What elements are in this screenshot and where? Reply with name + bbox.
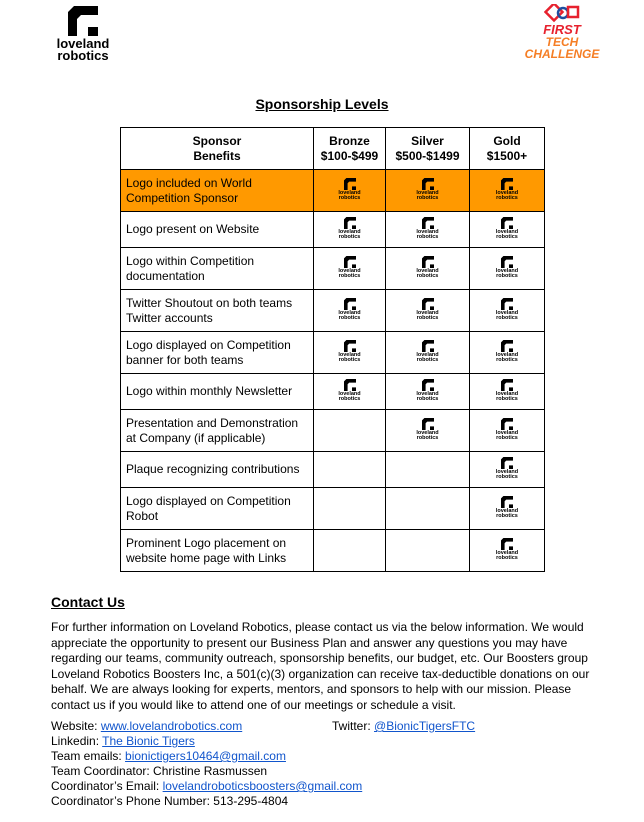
gold-cell [470,332,545,374]
mini-logo-text: loveland [416,390,439,397]
included-logo-icon [496,379,518,403]
bronze-cell [314,452,386,488]
table-row [121,332,545,374]
loveland-robotics-mark-icon [422,178,434,190]
benefit-text: Logo displayed on Competition [126,337,291,352]
mini-logo-text: robotics [496,234,518,241]
mini-logo-text: robotics [416,315,439,322]
table-row [121,530,545,572]
included-logo-icon [338,340,360,364]
gold-cell [470,170,545,212]
benefit-text: Presentation and Demonstration [126,415,299,430]
gold-cell [470,248,545,290]
contact-paragraph: For further information on Loveland Robotics, please contact us via the below information. We would appreciate the opportunity to present our Business Plan and answer any questions you may have regarding our teams, community outreach, sponsorship benefits, our budget, etc. Our Boosters group Loveland Robotics Boosters Inc, a 501(c)(3) organization can receive tax-deductible donations on our behalf. We are always looking for experts, mentors, and sponsors to help with our mission. Please contact us if you would like to attend one of our meetings or schedule a visit. [51,620,590,712]
included-logo-icon [338,379,360,403]
benefit-cell [121,374,314,410]
linkedin-label: Linkedin: [51,734,103,748]
website-line [51,719,242,734]
mini-logo-text: robotics [416,435,439,442]
benefit-text: Logo within Competition [126,253,255,268]
loveland-robotics-mark-icon [422,418,434,430]
table-body [121,170,545,572]
included-logo-icon [416,298,438,322]
mini-logo-text: loveland [338,267,361,274]
loveland-robotics-mark-icon [422,298,434,310]
mini-logo-text: loveland [338,189,361,196]
mini-logo-text: loveland [495,390,519,397]
table-header-row [121,128,545,170]
page-title: Sponsorship Levels [255,96,389,112]
loveland-robotics-mark-icon [501,418,513,430]
mini-logo-text: robotics [496,195,518,202]
mini-logo-text: robotics [338,273,361,280]
silver-cell [386,170,470,212]
benefit-cell [121,410,314,452]
bronze-cell [314,332,386,374]
included-logo-icon [496,340,518,364]
mini-logo-text: robotics [416,234,439,241]
gold-cell [470,290,545,332]
benefit-text: Prominent Logo placement on [126,535,287,550]
sponsorship-table [120,127,545,572]
bronze-cell [314,410,386,452]
included-logo-icon [496,178,518,202]
included-logo-icon [338,217,360,241]
loveland-robotics-mark-icon [344,340,356,352]
mini-logo-text: loveland [416,309,439,316]
mini-logo-text: loveland [416,429,439,436]
mini-logo-text: loveland [495,267,519,274]
bronze-cell [314,170,386,212]
ftc-logo-line: FIRST [543,22,581,37]
bronze-cell [314,374,386,410]
header-benefits [121,128,314,170]
linkedin-link[interactable]: The Bionic Tigers [102,734,195,748]
silver-cell [386,530,470,572]
loveland-robotics-mark-icon [344,217,356,229]
benefit-text: Twitter accounts [126,310,213,325]
silver-cell [386,374,470,410]
included-logo-icon [416,217,438,241]
table-row [121,212,545,248]
mini-logo-text: loveland [338,309,361,316]
benefit-text: banner for both teams [126,352,244,367]
coordinator-email-line [51,779,362,794]
twitter-line [332,719,475,733]
mini-logo-text: loveland [495,228,519,235]
mini-logo-text: loveland [495,507,519,514]
loveland-robotics-mark-icon [501,178,513,190]
loveland-robotics-mark-icon [501,457,513,469]
header-tier-range: $500-$1499 [395,148,460,163]
benefit-text: Robot [126,508,159,523]
logo-text-bottom: robotics [57,48,109,63]
included-logo-icon [416,379,438,403]
mini-logo-text: robotics [496,555,518,562]
loveland-robotics-logo [52,6,114,62]
benefit-text: Plaque recognizing contributions [126,462,300,476]
benefit-cell [121,290,314,332]
team-coordinator-line: Team Coordinator: Christine Rasmussen [51,764,268,778]
mini-logo-text: robotics [496,315,518,322]
bronze-cell [314,488,386,530]
silver-cell [386,248,470,290]
benefit-text: Twitter Shoutout on both teams [126,295,293,310]
mini-logo-text: robotics [338,195,361,202]
first-tech-challenge-logo [522,4,602,60]
header-bronze [314,128,386,170]
loveland-robotics-mark-icon [344,379,356,391]
mini-logo-text: loveland [338,390,361,397]
mini-logo-text: robotics [338,357,361,364]
mini-logo-text: robotics [496,357,518,364]
bronze-cell [314,248,386,290]
header-tier-range: $1500+ [486,148,528,163]
mini-logo-text: robotics [416,396,439,403]
mini-logo-text: loveland [495,549,519,556]
gold-cell [470,374,545,410]
benefit-cell [121,248,314,290]
table-row [121,488,545,530]
included-logo-icon [416,178,438,202]
mini-logo-text: loveland [416,351,439,358]
coordinator-email-link[interactable]: lovelandroboticsboosters@gmail.com [162,779,363,793]
header-silver [386,128,470,170]
silver-cell [386,212,470,248]
mini-logo-text: robotics [416,195,439,202]
mini-logo-text: robotics [338,396,361,403]
silver-cell [386,332,470,374]
silver-cell [386,452,470,488]
mini-logo-text: loveland [495,189,519,196]
website-link[interactable]: www.lovelandrobotics.com [100,719,243,733]
mini-logo-text: loveland [416,267,439,274]
loveland-robotics-mark-icon [501,298,513,310]
mini-logo-text: loveland [495,351,519,358]
silver-cell [386,410,470,452]
mini-logo-text: loveland [495,429,519,436]
benefit-text: Logo included on World [126,175,252,190]
included-logo-icon [338,298,360,322]
included-logo-icon [496,256,518,280]
benefit-cell [121,212,314,248]
benefit-cell [121,452,314,488]
included-logo-icon [496,496,518,520]
benefit-text: Logo displayed on Competition [126,493,291,508]
contact-heading: Contact Us [51,594,125,610]
included-logo-icon [496,217,518,241]
loveland-robotics-mark-icon [501,379,513,391]
bronze-cell [314,212,386,248]
header-tier-name: Gold [493,133,521,148]
included-logo-icon [416,340,438,364]
ftc-logo-line: CHALLENGE [524,47,600,61]
included-logo-icon [416,418,438,442]
loveland-robotics-mark-icon [344,178,356,190]
benefit-text: at Company (if applicable) [126,430,266,445]
mini-logo-text: loveland [416,189,439,196]
table-row [121,452,545,488]
loveland-robotics-mark-icon [501,340,513,352]
header-tier-name: Silver [411,133,444,148]
twitter-link[interactable]: @BionicTigersFTC [374,719,476,733]
header-benefits-line: Benefits [193,148,241,163]
mini-logo-text: loveland [338,351,361,358]
mini-logo-text: robotics [416,273,439,280]
linkedin-line [51,734,195,749]
included-logo-icon [496,418,518,442]
loveland-robotics-mark-icon [501,538,513,550]
logo-text-top: loveland [56,36,110,51]
included-logo-icon [496,298,518,322]
loveland-robotics-mark-icon [422,379,434,391]
team-email-link[interactable]: bionictigers10464@gmail.com [125,749,286,763]
mini-logo-text: loveland [495,468,519,475]
included-logo-icon [338,178,360,202]
benefit-cell [121,488,314,530]
table-row [121,374,545,410]
loveland-robotics-mark-icon [422,340,434,352]
header-tier-name: Bronze [329,133,370,148]
header-benefits-line: Sponsor [192,133,242,148]
coordinator-phone-line: Coordinator’s Phone Number: 513-295-4804 [51,794,289,808]
benefit-cell [121,170,314,212]
table-row [121,290,545,332]
team-emails-label: Team emails: [51,749,126,763]
gold-cell [470,212,545,248]
bronze-cell [314,290,386,332]
loveland-robotics-mark-icon [501,217,513,229]
benefit-text: Logo present on Website [126,222,260,236]
included-logo-icon [496,538,518,562]
mini-logo-text: loveland [416,228,439,235]
mini-logo-text: robotics [496,273,518,280]
coordinator-email-label: Coordinator’s Email: [51,779,163,793]
mini-logo-text: robotics [496,396,518,403]
loveland-robotics-mark-icon [344,256,356,268]
ftc-cube-icon [544,4,580,24]
mini-logo-text: loveland [495,309,519,316]
included-logo-icon [496,457,518,481]
included-logo-icon [338,256,360,280]
gold-cell [470,410,545,452]
mini-logo-text: robotics [496,513,518,520]
mini-logo-text: robotics [496,435,518,442]
mini-logo-text: loveland [338,228,361,235]
team-emails-line [51,749,286,764]
website-label: Website: [51,719,101,733]
benefit-cell [121,530,314,572]
twitter-label: Twitter: [332,719,375,733]
gold-cell [470,488,545,530]
loveland-robotics-mark-icon [501,256,513,268]
table-row [121,410,545,452]
table-row [121,170,545,212]
table-row [121,248,545,290]
benefit-text: documentation [126,268,205,283]
benefit-cell [121,332,314,374]
header-gold [470,128,545,170]
mini-logo-text: robotics [338,234,361,241]
loveland-robotics-mark-icon [422,217,434,229]
mini-logo-text: robotics [416,357,439,364]
loveland-robotics-mark-icon [501,496,513,508]
header-tier-range: $100-$499 [320,148,379,163]
loveland-robotics-mark-icon [422,256,434,268]
mini-logo-text: robotics [338,315,361,322]
ftc-logo-line: TECH [545,35,579,49]
benefit-text: website home page with Links [126,550,287,565]
loveland-robotics-mark-icon [344,298,356,310]
bronze-cell [314,530,386,572]
included-logo-icon [416,256,438,280]
mini-logo-text: robotics [496,474,518,481]
gold-cell [470,530,545,572]
benefit-text: Logo within monthly Newsletter [126,384,293,398]
loveland-robotics-mark-icon [68,6,98,36]
silver-cell [386,290,470,332]
gold-cell [470,452,545,488]
silver-cell [386,488,470,530]
benefit-text: Competition Sponsor [126,190,239,205]
